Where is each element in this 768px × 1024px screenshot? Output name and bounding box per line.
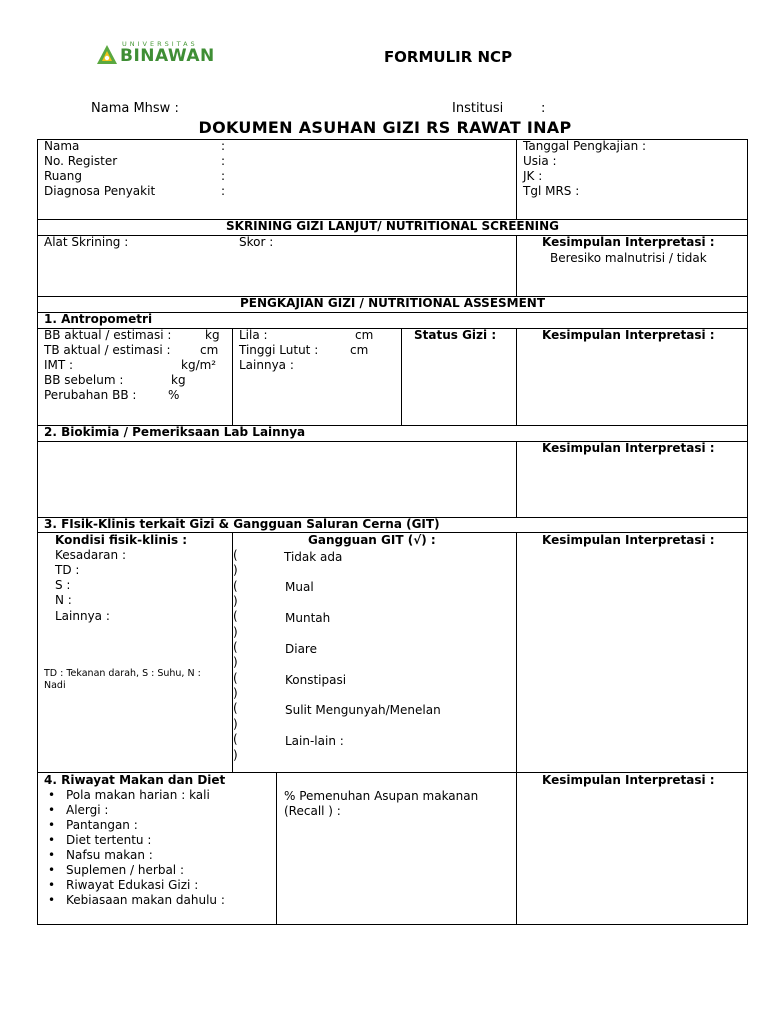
student-name-label: Nama Mhsw : xyxy=(91,101,179,116)
list-item: • Riwayat Edukasi Gizi : xyxy=(44,878,225,893)
list-item: • Pola makan harian : kali xyxy=(44,788,225,803)
screening-tool-label: Alat Skrining : xyxy=(44,235,129,249)
anthropometry-conclusion-label: Kesimpulan Interpretasi : xyxy=(542,328,715,342)
logo-university-text: UNIVERSITAS xyxy=(122,40,198,48)
list-item: • Diet tertentu : xyxy=(44,833,225,848)
clinical-condition-title: Kondisi fisik-klinis : xyxy=(55,533,188,547)
colon: : xyxy=(221,139,226,153)
colon: : xyxy=(221,169,226,183)
previous-weight-label: BB sebelum : xyxy=(44,373,124,387)
list-item: • Pantangan : xyxy=(44,818,225,833)
abbreviation-note: TD : Tekanan darah, S : Suhu, N : Nadi xyxy=(44,668,201,691)
pulse-label: N : xyxy=(55,593,72,607)
git-option-nausea: Mual xyxy=(285,580,314,594)
diagnosis-label: Diagnosa Penyakit xyxy=(44,184,156,198)
physical-clinical-title: 3. FIsik-Klinis terkait Gizi & Gangguan Saluran Cerna (GIT) xyxy=(44,517,440,531)
intake-fulfillment-label: % Pemenuhan Asupan makanan xyxy=(284,789,479,803)
checkbox-close[interactable]: ) xyxy=(233,655,238,669)
admission-date-label: Tgl MRS : xyxy=(523,184,580,198)
list-item: • Nafsu makan : xyxy=(44,848,225,863)
biochemistry-conclusion-label: Kesimpulan Interpretasi : xyxy=(542,441,715,455)
git-option-diarrhea: Diare xyxy=(285,642,317,656)
checkbox-close[interactable]: ) xyxy=(233,563,238,577)
checkbox-close[interactable]: ) xyxy=(233,686,238,700)
patient-name-label: Nama xyxy=(44,139,80,153)
unit-cm: cm xyxy=(200,343,219,357)
muac-label: Lila : xyxy=(239,328,268,342)
other-clinical-label: Lainnya : xyxy=(55,609,110,623)
age-label: Usia : xyxy=(523,154,557,168)
logo-name-text: BINAWAN xyxy=(120,46,215,66)
screening-result-text: Beresiko malnutrisi / tidak xyxy=(550,251,707,265)
git-option-vomiting: Muntah xyxy=(285,611,331,625)
unit-kg-m2: kg/m² xyxy=(181,358,217,372)
weight-label: BB aktual / estimasi : xyxy=(44,328,172,342)
screening-score-label: Skor : xyxy=(239,235,274,249)
temperature-label: S : xyxy=(55,578,71,592)
checkbox-open[interactable]: ( xyxy=(233,701,238,715)
screening-header: SKRINING GIZI LANJUT/ NUTRITIONAL SCREENING xyxy=(226,219,559,233)
list-item: • Kebiasaan makan dahulu : xyxy=(44,893,225,908)
knee-height-label: Tinggi Lutut : xyxy=(239,343,319,357)
clinical-conclusion-label: Kesimpulan Interpretasi : xyxy=(542,533,715,547)
checkbox-open[interactable]: ( xyxy=(233,640,238,654)
sex-label: JK : xyxy=(523,169,543,183)
colon: : xyxy=(221,154,226,168)
checkbox-close[interactable]: ) xyxy=(233,717,238,731)
list-item: • Suplemen / herbal : xyxy=(44,863,225,878)
git-option-constipation: Konstipasi xyxy=(285,673,347,687)
recall-label: (Recall ) : xyxy=(284,804,341,818)
screening-conclusion-label: Kesimpulan Interpretasi : xyxy=(542,235,715,249)
checkbox-open[interactable]: ( xyxy=(233,671,238,685)
document-title: DOKUMEN ASUHAN GIZI RS RAWAT INAP xyxy=(198,118,572,137)
git-option-other: Lain-lain : xyxy=(285,734,344,748)
diet-history-list xyxy=(44,788,225,908)
git-option-none: Tidak ada xyxy=(284,550,343,564)
institution-colon: : xyxy=(541,101,546,116)
git-disorder-title: Gangguan GIT (√) : xyxy=(308,533,436,547)
register-number-label: No. Register xyxy=(44,154,118,168)
weight-change-label: Perubahan BB : xyxy=(44,388,137,402)
form-title: FORMULIR NCP xyxy=(383,48,513,66)
unit-kg: kg xyxy=(171,373,186,387)
institution-label: Institusi xyxy=(452,101,504,116)
list-item: • Alergi : xyxy=(44,803,225,818)
checkbox-close[interactable]: ) xyxy=(233,594,238,608)
blood-pressure-label: TD : xyxy=(55,563,80,577)
git-option-swallowing: Sulit Mengunyah/Menelan xyxy=(285,703,441,717)
other-anthro-label: Lainnya : xyxy=(239,358,294,372)
assessment-date-label: Tanggal Pengkajian : xyxy=(523,139,647,153)
checkbox-open[interactable]: ( xyxy=(233,732,238,746)
checkbox-open[interactable]: ( xyxy=(233,548,238,562)
anthropometry-title: 1. Antropometri xyxy=(44,312,153,326)
consciousness-label: Kesadaran : xyxy=(55,548,126,562)
checkbox-open[interactable]: ( xyxy=(233,579,238,593)
colon: : xyxy=(221,184,226,198)
room-label: Ruang xyxy=(44,169,82,183)
unit-cm: cm xyxy=(355,328,374,342)
unit-kg: kg xyxy=(205,328,220,342)
height-label: TB aktual / estimasi : xyxy=(44,343,171,357)
unit-percent: % xyxy=(168,388,180,402)
biochemistry-title: 2. Biokimia / Pemeriksaan Lab Lainnya xyxy=(44,425,306,439)
assessment-header: PENGKAJIAN GIZI / NUTRITIONAL ASSESMENT xyxy=(239,296,546,310)
diet-conclusion-label: Kesimpulan Interpretasi : xyxy=(542,773,715,787)
diet-history-title: 4. Riwayat Makan dan Diet xyxy=(44,773,226,787)
checkbox-close[interactable]: ) xyxy=(233,625,238,639)
bmi-label: IMT : xyxy=(44,358,74,372)
nutrition-status-label: Status Gizi : xyxy=(414,328,497,342)
checkbox-close[interactable]: ) xyxy=(233,748,238,762)
unit-cm: cm xyxy=(350,343,369,357)
checkbox-open[interactable]: ( xyxy=(233,609,238,623)
